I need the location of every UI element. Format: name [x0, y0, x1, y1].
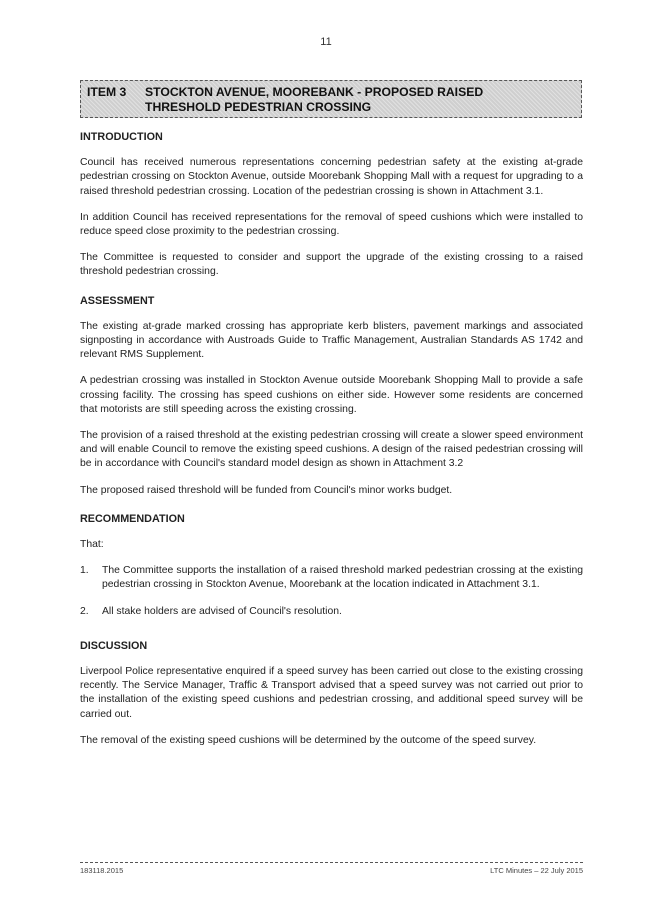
assessment-paragraph: The proposed raised threshold will be funded from Council's minor works budget.	[80, 484, 453, 496]
recommendation-list	[80, 564, 583, 619]
page-number: 11	[320, 36, 332, 48]
recommendation-intro: That:	[80, 539, 104, 551]
recommendation-item	[80, 564, 583, 592]
recommendation-number: 2.	[80, 605, 89, 617]
page-footer	[80, 866, 583, 875]
introduction-paragraph: The Committee is requested to consider and support the upgrade of the existing crossing to a raised threshold pedestrian crossing.	[80, 252, 583, 278]
recommendation-text: The Committee supports the installation of a raised threshold marked pedestrian crossing at the existing pedestrian crossing in Stockton Avenue, Moorebank at the location indicated in Attachment 3.1.	[102, 565, 583, 591]
assessment-paragraph: A pedestrian crossing was installed in Stockton Avenue outside Moorebank Shopping Mall to provide a safe crossing facility. The crossing has speed cushions on either side. However some residents are concerned that motorists are still speeding across the existing crossing.	[80, 375, 583, 415]
discussion-paragraph: The removal of the existing speed cushions will be determined by the outcome of the speed survey.	[80, 734, 537, 746]
introduction-paragraph: Council has received numerous representations concerning pedestrian safety at the existing at-grade pedestrian crossing on Stockton Avenue, outside Moorebank Shopping Mall with a request for upgrading to a raised threshold pedestrian crossing. Location of the pedestrian crossing is shown in Attachment 3.1.	[80, 157, 583, 197]
footer-reference: 183118.2015	[80, 866, 124, 875]
recommendation-number: 1.	[80, 565, 89, 577]
assessment-heading: ASSESSMENT	[80, 294, 155, 307]
item-title-line-2: THRESHOLD PEDESTRIAN CROSSING	[145, 100, 372, 114]
assessment-paragraph: The existing at-grade marked crossing has appropriate kerb blisters, pavement markings and associated signposting in accordance with Austroads Guide to Traffic Management, Australian Standards AS 1742 and relevant RMS Supplement.	[80, 320, 583, 361]
assessment-paragraph: The provision of a raised threshold at the existing pedestrian crossing will create a slower speed environment and will enable Council to remove the existing speed cushions. A design of the raised pedestrian crossing will be in accordance with Council's standard model design as shown in Attachment 3.2	[80, 430, 583, 470]
item-heading-row-1	[87, 85, 575, 100]
discussion-paragraph: Liverpool Police representative enquired if a speed survey has been carried out close to the existing crossing recently. The Service Manager, Traffic & Transport advised that a speed survey was not carried out prior to the installation of the existing speed cushions and pedestrian crossing, and additional speed survey will be carried out.	[80, 666, 583, 720]
introduction-heading: INTRODUCTION	[80, 131, 163, 143]
item-number: ITEM 3	[87, 85, 127, 99]
item-number-spacer	[87, 100, 145, 115]
document-body	[80, 130, 583, 760]
item-title-line-1: STOCKTON AVENUE, MOOREBANK - PROPOSED RAISED	[145, 85, 484, 99]
recommendation-heading: RECOMMENDATION	[80, 512, 185, 525]
item-heading-row-2	[87, 100, 575, 115]
item-heading-box	[80, 80, 582, 118]
footer-minutes-date: LTC Minutes – 22 July 2015	[490, 866, 583, 875]
discussion-heading: DISCUSSION	[80, 639, 148, 652]
introduction-paragraph: In addition Council has received representations for the removal of speed cushions which were installed to reduce speed close proximity to the pedestrian crossing.	[80, 211, 583, 238]
recommendation-item	[80, 605, 583, 619]
footer-divider	[80, 862, 583, 863]
recommendation-text: All stake holders are advised of Council's resolution.	[102, 605, 342, 617]
